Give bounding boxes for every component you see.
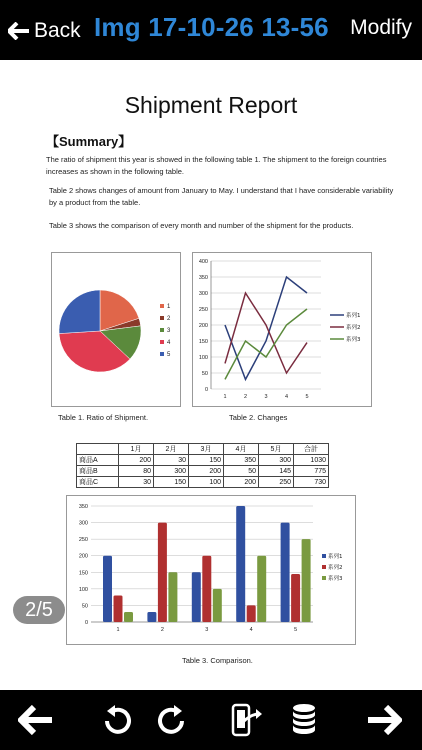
back-arrow-icon xyxy=(8,22,30,40)
top-navigation-bar xyxy=(0,0,422,60)
arrow-left-icon xyxy=(18,705,54,735)
x-tick-label: 1 xyxy=(223,394,227,400)
table-cell: 30 xyxy=(154,455,189,466)
bar xyxy=(213,589,222,622)
table-header-cell: 4月 xyxy=(224,444,259,455)
legend-swatch xyxy=(160,328,164,332)
y-tick-label: 50 xyxy=(81,603,88,610)
legend-swatch xyxy=(322,576,326,580)
bar xyxy=(257,556,266,622)
legend-label: 系列3 xyxy=(346,337,361,343)
paragraph-2: Table 2 shows changes of amount from January to May. I understand that I have considerable variability by a product from the table. xyxy=(49,186,394,207)
y-tick-label: 350 xyxy=(78,504,88,510)
table-cell: 150 xyxy=(189,455,224,466)
table-header-row xyxy=(77,444,329,455)
bar xyxy=(147,612,156,622)
bar xyxy=(103,556,112,622)
table-cell: 商品C xyxy=(77,477,119,488)
y-tick-label: 200 xyxy=(198,323,208,329)
table-cell: 300 xyxy=(154,466,189,477)
pie-chart xyxy=(52,253,180,406)
y-tick-label: 300 xyxy=(198,291,208,297)
data-table xyxy=(76,443,329,488)
legend-swatch xyxy=(322,565,326,569)
table-cell: 商品A xyxy=(77,455,119,466)
y-tick-label: 200 xyxy=(78,553,88,560)
legend-label: 系列3 xyxy=(328,576,343,582)
legend-swatch xyxy=(160,352,164,356)
paragraph-3: Table 3 shows the comparison of every month and number of the shipment for the products. xyxy=(49,221,354,230)
rotate-right-button[interactable] xyxy=(152,702,192,738)
y-tick-label: 350 xyxy=(198,275,208,281)
line-series xyxy=(225,277,307,379)
table-cell: 300 xyxy=(259,455,294,466)
legend-swatch xyxy=(160,340,164,344)
table-cell: 145 xyxy=(259,466,294,477)
bar xyxy=(247,605,256,622)
x-tick-label: 4 xyxy=(249,627,253,633)
table-cell: 200 xyxy=(189,466,224,477)
legend-label: 系列1 xyxy=(328,554,343,560)
bar-chart-box xyxy=(66,495,356,645)
legend-label: 1 xyxy=(167,304,171,310)
x-tick-label: 3 xyxy=(264,394,268,400)
table-header-cell: 合計 xyxy=(294,444,329,455)
bar xyxy=(236,506,245,622)
x-tick-label: 5 xyxy=(294,627,298,633)
caption-table-2: Table 2. Changes xyxy=(229,413,288,422)
legend-swatch xyxy=(322,554,326,558)
bar xyxy=(302,539,311,622)
page-indicator: 2/5 xyxy=(13,596,65,624)
table-header-cell: 5月 xyxy=(259,444,294,455)
line-chart-box xyxy=(192,252,372,407)
table-cell: 1030 xyxy=(294,455,329,466)
table-cell: 100 xyxy=(189,477,224,488)
y-tick-label: 250 xyxy=(78,537,88,544)
x-tick-label: 4 xyxy=(284,394,289,400)
y-tick-label: 100 xyxy=(78,586,88,593)
table-cell: 150 xyxy=(154,477,189,488)
bar xyxy=(202,556,211,622)
paragraph-1: The ratio of shipment this year is showed in the following table 1. The shipment to the foreign countries increases as shown in the following table. xyxy=(46,155,387,176)
rotate-right-icon xyxy=(157,704,187,736)
bar xyxy=(124,612,133,622)
table-row xyxy=(77,466,329,477)
bar xyxy=(114,595,123,622)
bar-chart xyxy=(67,496,355,644)
rotate-left-button[interactable] xyxy=(97,702,137,738)
table-header-cell: 1月 xyxy=(119,444,154,455)
next-button[interactable] xyxy=(364,702,404,738)
y-tick-label: 0 xyxy=(84,620,88,626)
x-tick-label: 2 xyxy=(160,627,164,633)
image-title: Img 17-10-26 13-56 xyxy=(94,12,329,42)
bar xyxy=(158,523,167,622)
table-header-cell: 3月 xyxy=(189,444,224,455)
document-image xyxy=(0,60,422,690)
database-icon xyxy=(290,703,318,737)
table-cell: 80 xyxy=(119,466,154,477)
table-row xyxy=(77,477,329,488)
x-tick-label: 5 xyxy=(305,394,309,400)
legend-label: 3 xyxy=(167,328,171,334)
table-cell: 商品B xyxy=(77,466,119,477)
legend-area xyxy=(315,501,355,641)
bar xyxy=(291,574,300,622)
previous-button[interactable] xyxy=(16,702,56,738)
table-header-cell xyxy=(77,444,119,455)
document-title: Shipment Report xyxy=(124,92,298,118)
pie-slice xyxy=(59,290,100,334)
y-tick-label: 400 xyxy=(198,259,208,265)
x-tick-label: 1 xyxy=(116,627,120,633)
legend-swatch xyxy=(160,304,164,308)
y-tick-label: 300 xyxy=(78,520,88,527)
caption-table-1: Table 1. Ratio of Shipment. xyxy=(58,413,149,422)
legend-label: 系列2 xyxy=(328,565,343,571)
table-cell: 775 xyxy=(294,466,329,477)
line-chart xyxy=(193,253,371,406)
modify-button[interactable]: Modify xyxy=(350,16,412,39)
legend-label: 4 xyxy=(167,340,171,346)
table-cell: 200 xyxy=(224,477,259,488)
legend-label: 系列2 xyxy=(346,325,361,331)
y-tick-label: 100 xyxy=(198,355,208,361)
storage-button[interactable] xyxy=(284,702,324,738)
x-tick-label: 2 xyxy=(243,394,248,400)
y-tick-label: 0 xyxy=(204,387,208,393)
legend-label: 5 xyxy=(167,352,171,358)
table-cell: 350 xyxy=(224,455,259,466)
caption-table-3: Table 3. Comparison. xyxy=(182,656,253,665)
y-tick-label: 250 xyxy=(198,307,208,313)
table-cell: 250 xyxy=(259,477,294,488)
back-label: Back xyxy=(34,19,81,42)
line-series xyxy=(225,293,307,373)
bar xyxy=(168,572,177,622)
summary-heading: 【Summary】 xyxy=(46,134,132,149)
table-row xyxy=(77,455,329,466)
y-tick-label: 150 xyxy=(78,570,88,577)
table-cell: 200 xyxy=(119,455,154,466)
bar xyxy=(281,523,290,622)
pie-chart-box xyxy=(51,252,181,407)
y-tick-label: 50 xyxy=(201,371,208,377)
table-cell: 50 xyxy=(224,466,259,477)
rotate-left-icon xyxy=(102,704,132,736)
y-tick-label: 150 xyxy=(198,339,208,345)
x-tick-label: 3 xyxy=(205,627,209,633)
share-phone-icon xyxy=(229,702,263,738)
arrow-right-icon xyxy=(366,705,402,735)
back-button[interactable] xyxy=(8,14,81,48)
share-button[interactable] xyxy=(226,702,266,738)
table-header-cell: 2月 xyxy=(154,444,189,455)
legend-label: 系列1 xyxy=(346,313,361,319)
legend-label: 2 xyxy=(167,316,171,322)
table-cell: 30 xyxy=(119,477,154,488)
bar xyxy=(192,572,201,622)
bottom-toolbar xyxy=(0,690,422,750)
legend-swatch xyxy=(160,316,164,320)
table-cell: 730 xyxy=(294,477,329,488)
